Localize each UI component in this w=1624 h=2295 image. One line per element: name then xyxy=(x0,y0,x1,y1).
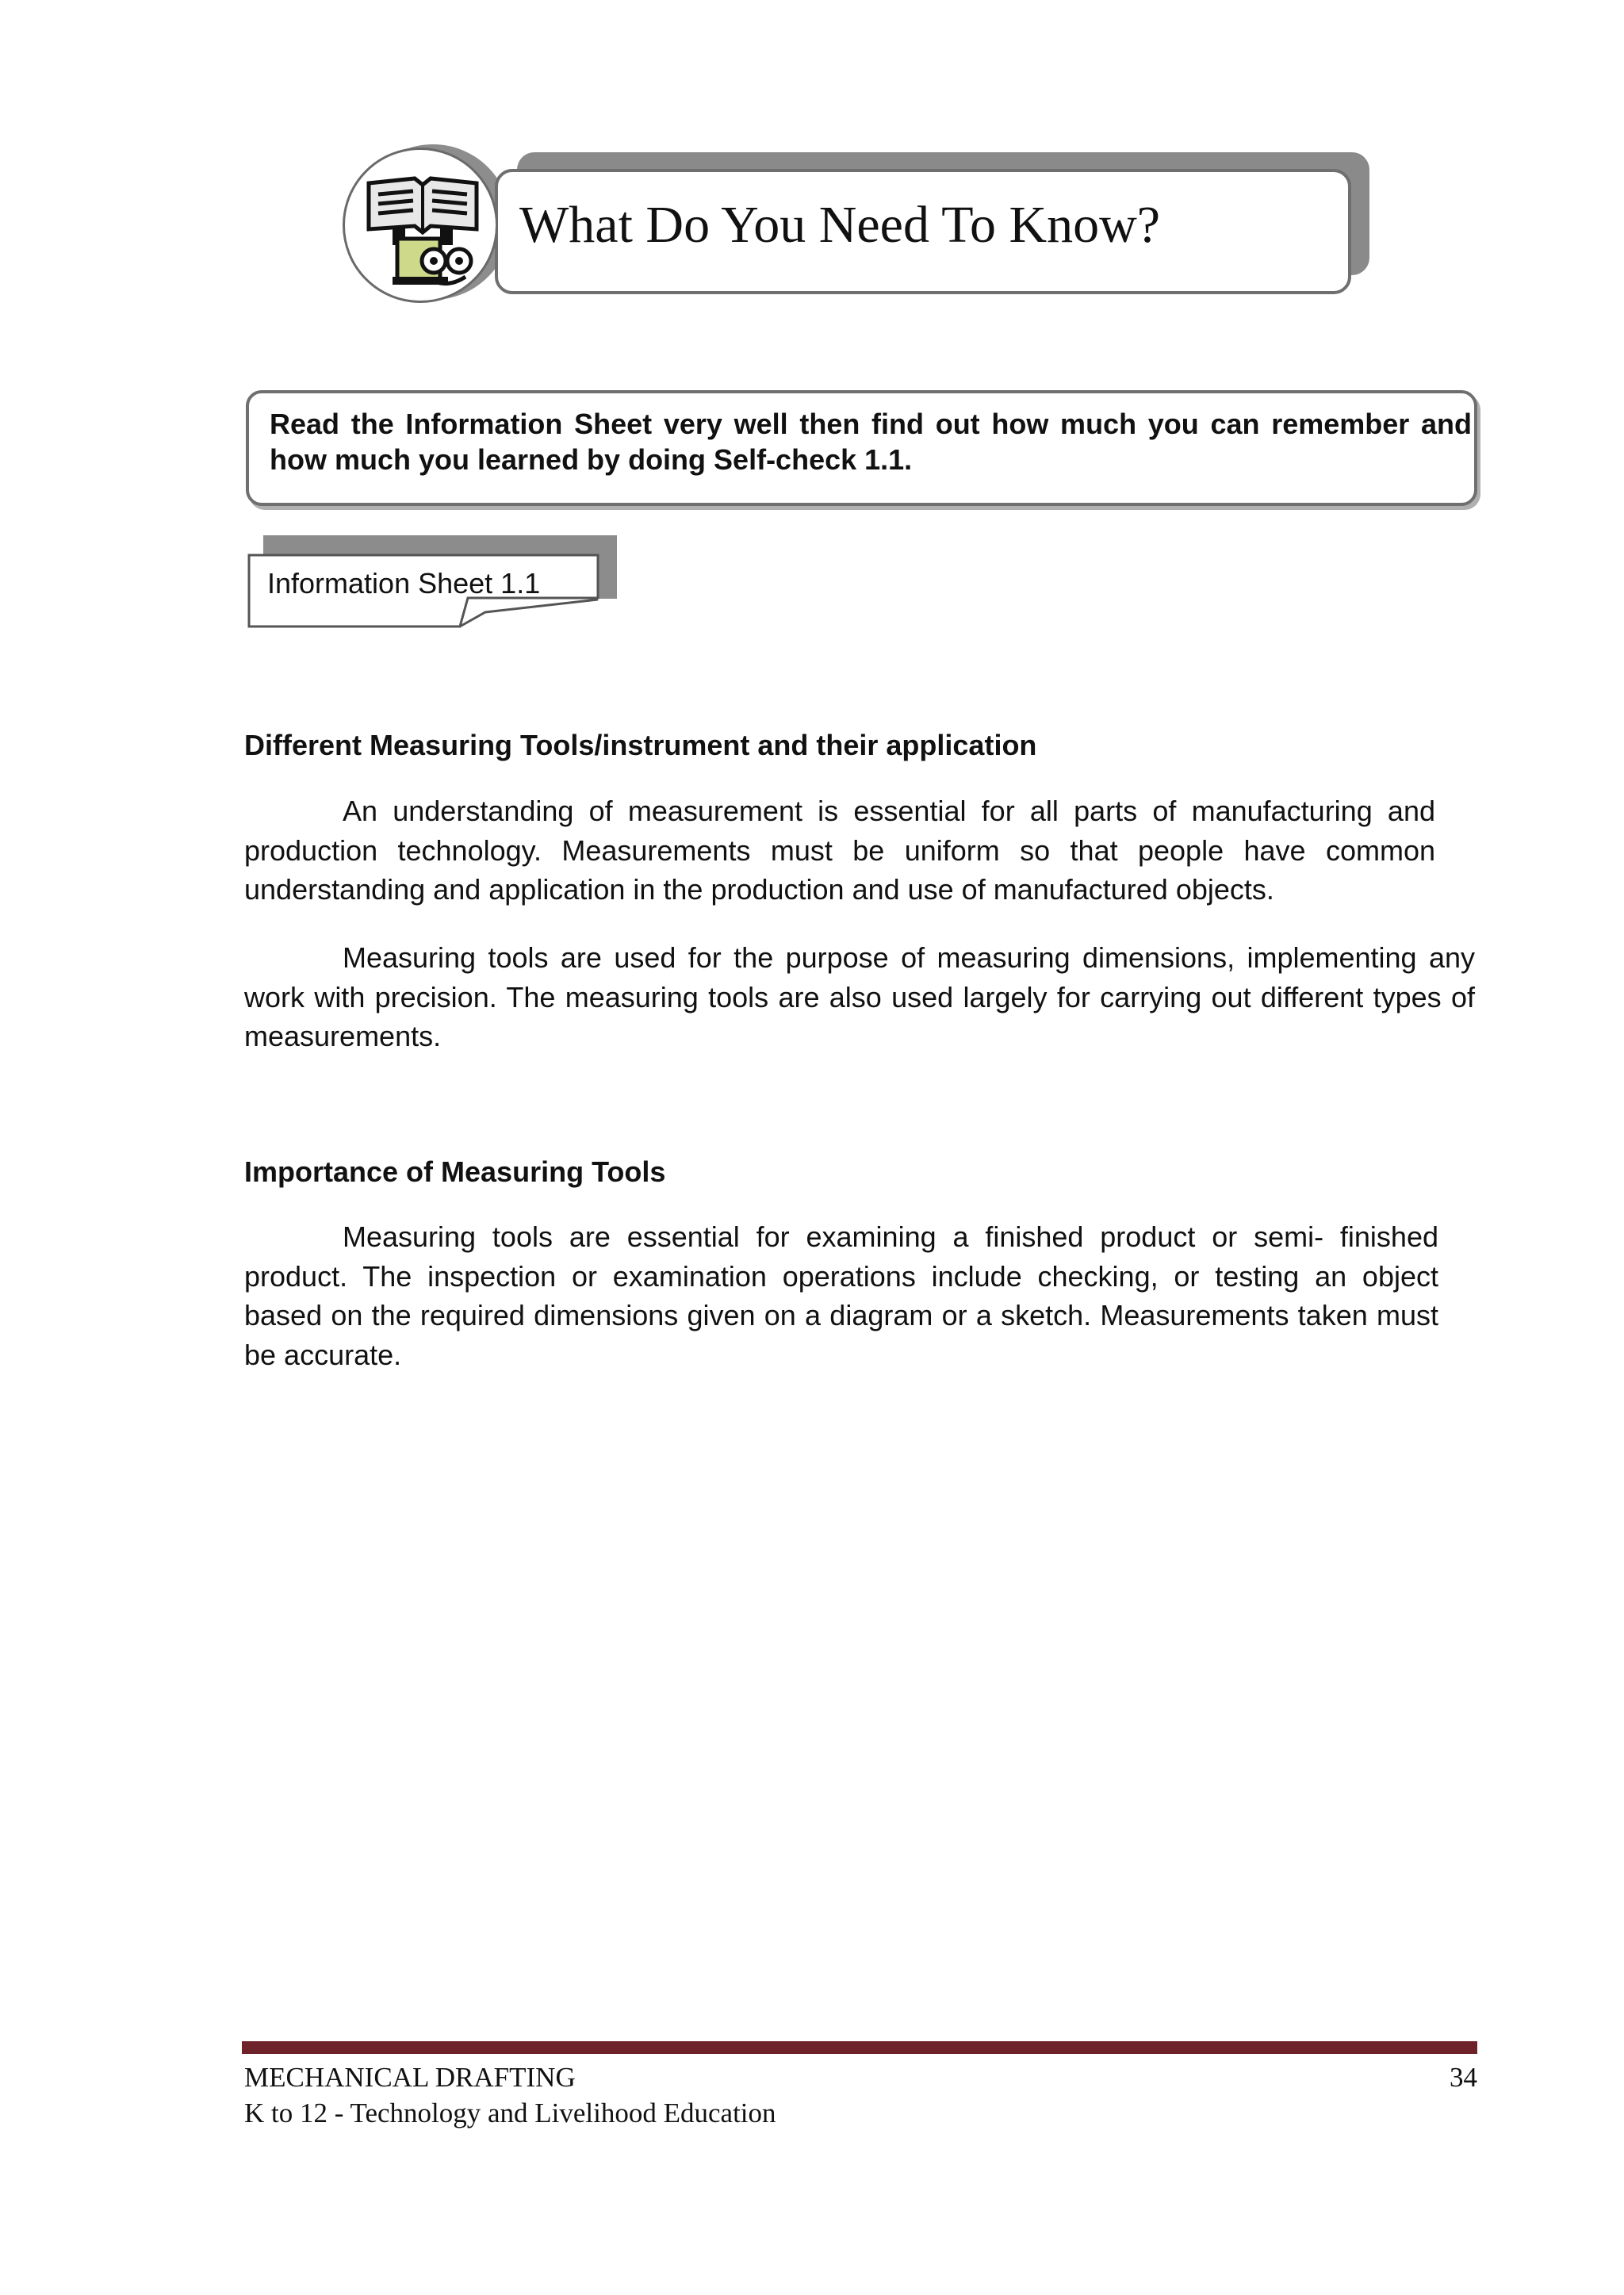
page-title: What Do You Need To Know? xyxy=(519,196,1161,254)
paragraph: Measuring tools are essential for examining a finished product or semi- finished product. The inspection or examination operations include checking, or testing an object based on the required dimensions given on a diagram or a sketch. Measurements taken must be accurate. xyxy=(244,1220,1438,1371)
footer-rule xyxy=(242,2041,1477,2054)
instruction-text: Read the Information Sheet very well then find out how much you can remember and how much you learned by doing Self-check 1.1. xyxy=(270,408,1472,476)
footer-course: MECHANICAL DRAFTING xyxy=(244,2062,576,2093)
reading-person-icon xyxy=(343,148,498,303)
paragraph: Measuring tools are used for the purpose of measuring dimensions, implementing any work with precision. The measuring tools are also used largely for carrying out different types of measurements. xyxy=(244,941,1475,1052)
page-number: 34 xyxy=(1450,2062,1477,2093)
section-heading: Importance of Measuring Tools xyxy=(244,1155,666,1188)
info-sheet-label: Information Sheet 1.1 xyxy=(267,567,541,600)
section-heading: Different Measuring Tools/instrument and their application xyxy=(244,729,1037,761)
footer-subtitle: K to 12 - Technology and Livelihood Education xyxy=(244,2098,776,2128)
paragraph: An understanding of measurement is essential for all parts of manufacturing and production technology. Measurements must be uniform so that people have common understanding and application in the production and use of manufactured objects. xyxy=(244,795,1435,906)
